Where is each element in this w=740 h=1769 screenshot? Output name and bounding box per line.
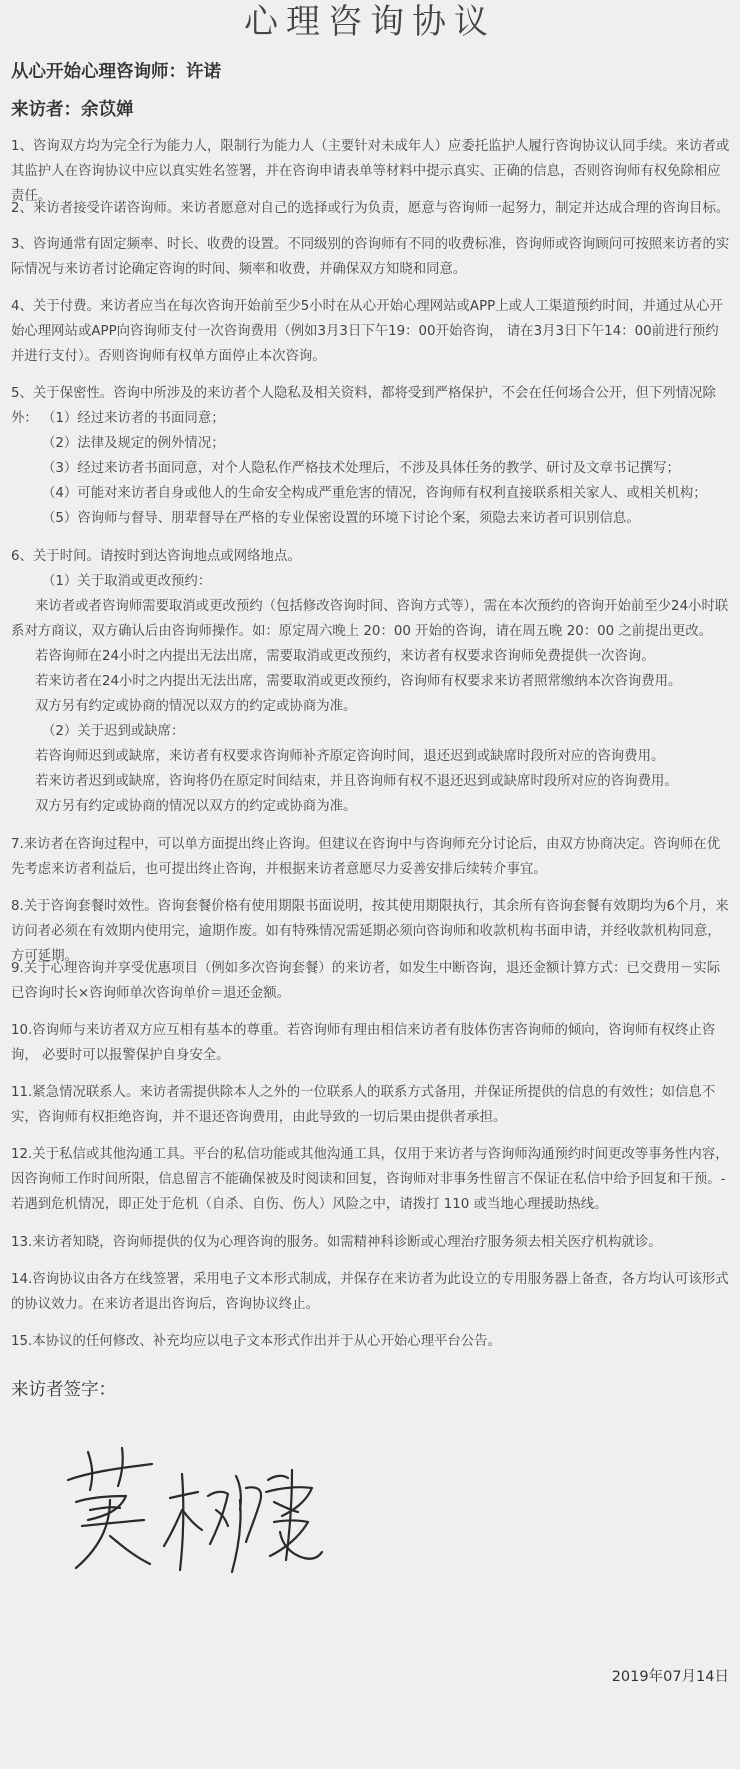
clause-6-line: 若来访者迟到或缺席，咨询将仍在原定时间结束，并且咨询师有权不退还迟到或缺席时段所对应的咨询费用。 — [35, 774, 678, 789]
clause-5-item: （5）咨询师与督导、朋辈督导在严格的专业保密设置的环境下讨论个案，须隐去来访者可识别信息。 — [42, 511, 640, 526]
clause-6-line: 若咨询师在24小时之内提出无法出席，需要取消或更改预约，来访者有权要求咨询师免费提供一次咨询。 — [35, 649, 655, 664]
clause-15: 15.本协议的任何修改、补充均应以电子文本形式作出并于从心开始心理平台公告。 — [11, 1334, 501, 1349]
clause-14: 14.咨询协议由各方在线签署，采用电子文本形式制成，并保存在来访者为此设立的专用服务器上备查，各方均认可该形式的协议效力。在来访者退出咨询后，咨询协议终止。 — [11, 1272, 729, 1312]
clause-6-sub-1-text: 来访者或者咨询师需要取消或更改预约（包括修改咨询时间、咨询方式等），需在本次预约的咨询开始前至少24小时联系对方商议，双方确认后由咨询师操作。如：原定周六晚上 20：00 开始的咨询，请在周五晚 20：00 之前提出更改。 — [11, 599, 729, 639]
clause-5-item: （1）经过来访者的书面同意； — [42, 411, 225, 426]
clause-10: 10.咨询师与来访者双方应互相有基本的尊重。若咨询师有理由相信来访者有肢体伤害咨询师的倾向，咨询师有权终止咨询， 必要时可以报警保护自身安全。 — [11, 1023, 716, 1063]
clause-7: 7.来访者在咨询过程中，可以单方面提出终止咨询。但建议在咨询中与咨询师充分讨论后，由双方协商决定。咨询师在优先考虑来访者利益后，也可提出终止咨询，并根据来访者意愿尽力妥善安排后续转介事宜。 — [11, 837, 721, 877]
clause-4: 4、关于付费。来访者应当在每次咨询开始前至少5小时在从心开始心理网站或APP上或人工渠道预约时间，并通过从心开始心理网站或APP向咨询师支付一次咨询费用（例如3月3日下午19：00开始咨询， 请在3月3日下午14：00前进行预约并进行支付）。否则咨询师有权单方面停止本次咨询。 — [11, 299, 723, 364]
clause-6-line: 若咨询师迟到或缺席，来访者有权要求咨询师补齐原定咨询时间，退还迟到或缺席时段所对应的咨询费用。 — [35, 749, 665, 764]
handwritten-signature — [60, 1440, 330, 1590]
clause-6-line: 双方另有约定或协商的情况以双方的约定或协商为准。 — [35, 799, 357, 814]
clause-8: 8.关于咨询套餐时效性。咨询套餐价格有使用期限书面说明，按其使用期限执行，其余所有咨询套餐有效期均为6个月，来访问者必须在有效期内使用完，逾期作废。如有特殊情况需延期必须向咨询师和收款机构书面申请，并经收款机构同意，方可延期。 — [11, 899, 729, 964]
clause-12: 12.关于私信或其他沟通工具。平台的私信功能或其他沟通工具，仅用于来访者与咨询师沟通预约时间更改等事务性内容，因咨询师工作时间所限，信息留言不能确保被及时阅读和回复，咨询师对非事务性留言不保证在私信中给予回复和干预。- 若遇到危机情况，即正处于危机（自杀、自伤、伤人）风险之中，请拨打 110 或当地心理援助热线。 — [11, 1147, 729, 1212]
clause-6-sub-2: （2）关于迟到或缺席： — [42, 724, 185, 739]
clause-5-item: （4）可能对来访者自身或他人的生命安全构成严重危害的情况，咨询师有权利直接联系相关家人、或相关机构； — [42, 486, 707, 501]
counselor-line: 从心开始心理咨询师：许诺 — [11, 62, 221, 82]
clause-6-line: 双方另有约定或协商的情况以双方的约定或协商为准。 — [35, 699, 357, 714]
clause-5-item: （2）法律及规定的例外情况； — [42, 436, 225, 451]
signature-date: 2019年07月14日 — [611, 1669, 729, 1685]
clause-3: 3、咨询通常有固定频率、时长、收费的设置。不同级别的咨询师有不同的收费标准，咨询师或咨询顾问可按照来访者的实际情况与来访者讨论确定咨询的时间、频率和收费，并确保双方知晓和同意。 — [11, 237, 730, 277]
clause-2: 2、来访者接受许诺咨询师。来访者愿意对自己的选择或行为负责，愿意与咨询师一起努力，制定并达成合理的咨询目标。 — [11, 201, 730, 216]
clause-1: 1、咨询双方均为完全行为能力人，限制行为能力人（主要针对未成年人）应委托监护人履行咨询协议认同手续。来访者或其监护人在咨询协议中应以真实姓名签署，并在咨询申请表单等材料中提示真实、正确的信息，否则咨询师有权免除相应责任。 — [11, 139, 730, 204]
clause-11: 11.紧急情况联系人。来访者需提供除本人之外的一位联系人的联系方式备用，并保证所提供的信息的有效性；如信息不实，咨询师有权拒绝咨询，并不退还咨询费用，由此导致的一切后果由提供者承担。 — [11, 1085, 716, 1125]
clause-9: 9.关于心理咨询并享受优惠项目（例如多次咨询套餐）的来访者，如发生中断咨询，退还金额计算方式：已交费用－实际已咨询时长×咨询师单次咨询单价＝退还金额。 — [11, 961, 721, 1001]
clause-6-sub-1: （1）关于取消或更改预约： — [42, 574, 212, 589]
client-line: 来访者：余苡婵 — [11, 100, 134, 120]
clause-13: 13.来访者知晓，咨询师提供的仅为心理咨询的服务。如需精神科诊断或心理治疗服务须去相关医疗机构就诊。 — [11, 1235, 662, 1250]
clause-6-line: 若来访者在24小时之内提出无法出席，需要取消或更改预约，咨询师有权要求来访者照常缴纳本次咨询费用。 — [35, 674, 682, 689]
page-title: 心理咨询协议 — [244, 2, 496, 42]
clause-6: 6、关于时间。请按时到达咨询地点或网络地点。 — [11, 549, 301, 564]
signature-label: 来访者签字： — [11, 1380, 116, 1400]
clause-5-item: （3）经过来访者书面同意，对个人隐私作严格技术处理后，不涉及具体任务的教学、研讨及文章书记撰写； — [42, 461, 680, 476]
clause-5: 5、关于保密性。咨询中所涉及的来访者个人隐私及相关资料，都将受到严格保护，不会在任何场合公开，但下列情况除外： — [11, 386, 716, 426]
